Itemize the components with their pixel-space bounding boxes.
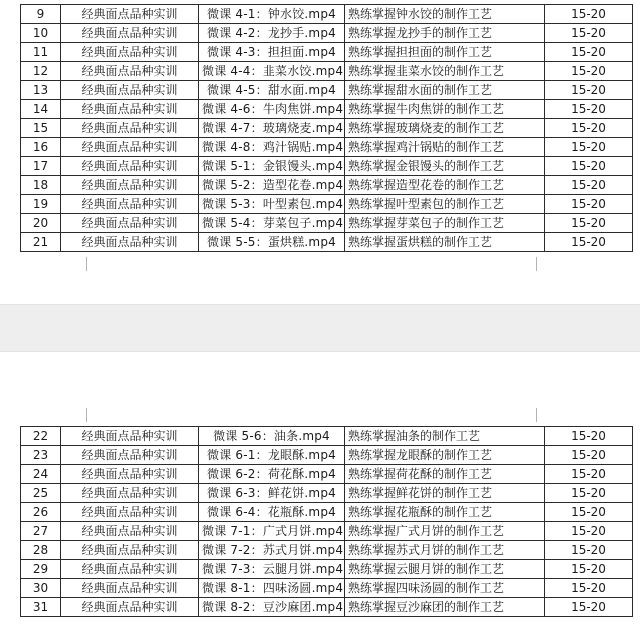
video-file-cell: 微课 6-4：花瓶酥.mp4 [199,503,345,522]
learning-goal-cell: 熟练掌握龙眼酥的制作工艺 [345,446,545,465]
table-body-page-1 [21,5,633,252]
learning-goal-cell: 熟练掌握甜水面的制作工艺 [345,81,545,100]
duration-cell: 15-20 [545,176,633,195]
row-number-cell: 15 [21,119,61,138]
crop-mark [86,257,87,271]
learning-goal-cell: 熟练掌握花瓶酥的制作工艺 [345,503,545,522]
learning-goal-cell: 熟练掌握荷花酥的制作工艺 [345,465,545,484]
learning-goal-cell: 熟练掌握广式月饼的制作工艺 [345,522,545,541]
row-number-cell: 27 [21,522,61,541]
video-file-cell: 微课 8-2：豆沙麻团.mp4 [199,598,345,617]
table-row [21,100,633,119]
row-number-cell: 11 [21,43,61,62]
table-row [21,81,633,100]
course-name-cell: 经典面点品种实训 [61,81,199,100]
learning-goal-cell: 熟练掌握叶型素包的制作工艺 [345,195,545,214]
course-name-cell: 经典面点品种实训 [61,598,199,617]
video-file-cell: 微课 6-1：龙眼酥.mp4 [199,446,345,465]
video-file-cell: 微课 4-4：韭菜水饺.mp4 [199,62,345,81]
table-row [21,579,633,598]
table-row [21,5,633,24]
row-number-cell: 10 [21,24,61,43]
course-name-cell: 经典面点品种实训 [61,5,199,24]
table-body-page-2 [21,427,633,617]
table-row [21,176,633,195]
duration-cell: 15-20 [545,100,633,119]
video-file-cell: 微课 4-2：龙抄手.mp4 [199,24,345,43]
video-file-cell: 微课 5-6：油条.mp4 [199,427,345,446]
table-row [21,157,633,176]
course-name-cell: 经典面点品种实训 [61,176,199,195]
duration-cell: 15-20 [545,560,633,579]
learning-goal-cell: 熟练掌握云腿月饼的制作工艺 [345,560,545,579]
row-number-cell: 18 [21,176,61,195]
learning-goal-cell: 熟练掌握钟水饺的制作工艺 [345,5,545,24]
row-number-cell: 16 [21,138,61,157]
video-file-cell: 微课 7-2：苏式月饼.mp4 [199,541,345,560]
video-file-cell: 微课 7-1：广式月饼.mp4 [199,522,345,541]
learning-goal-cell: 熟练掌握造型花卷的制作工艺 [345,176,545,195]
learning-goal-cell: 熟练掌握苏式月饼的制作工艺 [345,541,545,560]
row-number-cell: 31 [21,598,61,617]
video-file-cell: 微课 5-1：金银馒头.mp4 [199,157,345,176]
row-number-cell: 22 [21,427,61,446]
learning-goal-cell: 熟练掌握蛋烘糕的制作工艺 [345,233,545,252]
row-number-cell: 13 [21,81,61,100]
table-row [21,24,633,43]
table-row [21,598,633,617]
row-number-cell: 20 [21,214,61,233]
course-name-cell: 经典面点品种实训 [61,503,199,522]
learning-goal-cell: 熟练掌握玻璃烧麦的制作工艺 [345,119,545,138]
table-row [21,484,633,503]
learning-goal-cell: 熟练掌握牛肉焦饼的制作工艺 [345,100,545,119]
row-number-cell: 17 [21,157,61,176]
crop-mark [536,408,537,422]
course-name-cell: 经典面点品种实训 [61,24,199,43]
duration-cell: 15-20 [545,522,633,541]
duration-cell: 15-20 [545,579,633,598]
row-number-cell: 14 [21,100,61,119]
duration-cell: 15-20 [545,427,633,446]
duration-cell: 15-20 [545,195,633,214]
table-row [21,446,633,465]
row-number-cell: 26 [21,503,61,522]
table-row [21,62,633,81]
video-file-cell: 微课 4-3：担担面.mp4 [199,43,345,62]
duration-cell: 15-20 [545,503,633,522]
row-number-cell: 12 [21,62,61,81]
video-file-cell: 微课 5-3：叶型素包.mp4 [199,195,345,214]
row-number-cell: 19 [21,195,61,214]
course-name-cell: 经典面点品种实训 [61,446,199,465]
learning-goal-cell: 熟练掌握鸡汁锅贴的制作工艺 [345,138,545,157]
table-row [21,503,633,522]
course-name-cell: 经典面点品种实训 [61,119,199,138]
duration-cell: 15-20 [545,157,633,176]
course-name-cell: 经典面点品种实训 [61,579,199,598]
duration-cell: 15-20 [545,119,633,138]
video-file-cell: 微课 5-2：造型花卷.mp4 [199,176,345,195]
row-number-cell: 25 [21,484,61,503]
video-file-cell: 微课 7-3：云腿月饼.mp4 [199,560,345,579]
table-row [21,233,633,252]
row-number-cell: 23 [21,446,61,465]
duration-cell: 15-20 [545,484,633,503]
learning-goal-cell: 熟练掌握芽菜包子的制作工艺 [345,214,545,233]
table-page-2 [20,426,633,617]
crop-mark [86,408,87,422]
duration-cell: 15-20 [545,5,633,24]
table-page-1 [20,4,633,252]
table-row [21,138,633,157]
course-name-cell: 经典面点品种实训 [61,541,199,560]
duration-cell: 15-20 [545,446,633,465]
learning-goal-cell: 熟练掌握豆沙麻团的制作工艺 [345,598,545,617]
video-file-cell: 微课 8-1：四味汤圆.mp4 [199,579,345,598]
row-number-cell: 28 [21,541,61,560]
duration-cell: 15-20 [545,62,633,81]
table-row [21,214,633,233]
course-name-cell: 经典面点品种实训 [61,138,199,157]
course-name-cell: 经典面点品种实训 [61,195,199,214]
learning-goal-cell: 熟练掌握鲜花饼的制作工艺 [345,484,545,503]
page-break [0,304,640,352]
course-name-cell: 经典面点品种实训 [61,427,199,446]
crop-mark [536,257,537,271]
row-number-cell: 24 [21,465,61,484]
course-name-cell: 经典面点品种实训 [61,157,199,176]
learning-goal-cell: 熟练掌握油条的制作工艺 [345,427,545,446]
row-number-cell: 9 [21,5,61,24]
learning-goal-cell: 熟练掌握四味汤圆的制作工艺 [345,579,545,598]
table-row [21,541,633,560]
video-file-cell: 微课 5-4：芽菜包子.mp4 [199,214,345,233]
course-name-cell: 经典面点品种实训 [61,233,199,252]
duration-cell: 15-20 [545,598,633,617]
video-file-cell: 微课 4-1：钟水饺.mp4 [199,5,345,24]
course-name-cell: 经典面点品种实训 [61,484,199,503]
duration-cell: 15-20 [545,138,633,157]
video-file-cell: 微课 4-5：甜水面.mp4 [199,81,345,100]
course-name-cell: 经典面点品种实训 [61,62,199,81]
learning-goal-cell: 熟练掌握韭菜水饺的制作工艺 [345,62,545,81]
duration-cell: 15-20 [545,43,633,62]
course-name-cell: 经典面点品种实训 [61,43,199,62]
row-number-cell: 29 [21,560,61,579]
video-file-cell: 微课 4-7：玻璃烧麦.mp4 [199,119,345,138]
table-row [21,119,633,138]
duration-cell: 15-20 [545,81,633,100]
table-row [21,560,633,579]
video-file-cell: 微课 4-6：牛肉焦饼.mp4 [199,100,345,119]
learning-goal-cell: 熟练掌握担担面的制作工艺 [345,43,545,62]
video-file-cell: 微课 5-5：蛋烘糕.mp4 [199,233,345,252]
video-file-cell: 微课 6-2：荷花酥.mp4 [199,465,345,484]
table-row [21,43,633,62]
course-name-cell: 经典面点品种实训 [61,214,199,233]
learning-goal-cell: 熟练掌握龙抄手的制作工艺 [345,24,545,43]
course-name-cell: 经典面点品种实训 [61,100,199,119]
video-file-cell: 微课 4-8：鸡汁锅贴.mp4 [199,138,345,157]
learning-goal-cell: 熟练掌握金银馒头的制作工艺 [345,157,545,176]
table-row [21,522,633,541]
duration-cell: 15-20 [545,214,633,233]
video-file-cell: 微课 6-3：鲜花饼.mp4 [199,484,345,503]
table-row [21,427,633,446]
course-name-cell: 经典面点品种实训 [61,522,199,541]
table-row [21,195,633,214]
course-name-cell: 经典面点品种实训 [61,465,199,484]
duration-cell: 15-20 [545,24,633,43]
course-name-cell: 经典面点品种实训 [61,560,199,579]
duration-cell: 15-20 [545,233,633,252]
table-row [21,465,633,484]
duration-cell: 15-20 [545,465,633,484]
row-number-cell: 21 [21,233,61,252]
duration-cell: 15-20 [545,541,633,560]
row-number-cell: 30 [21,579,61,598]
